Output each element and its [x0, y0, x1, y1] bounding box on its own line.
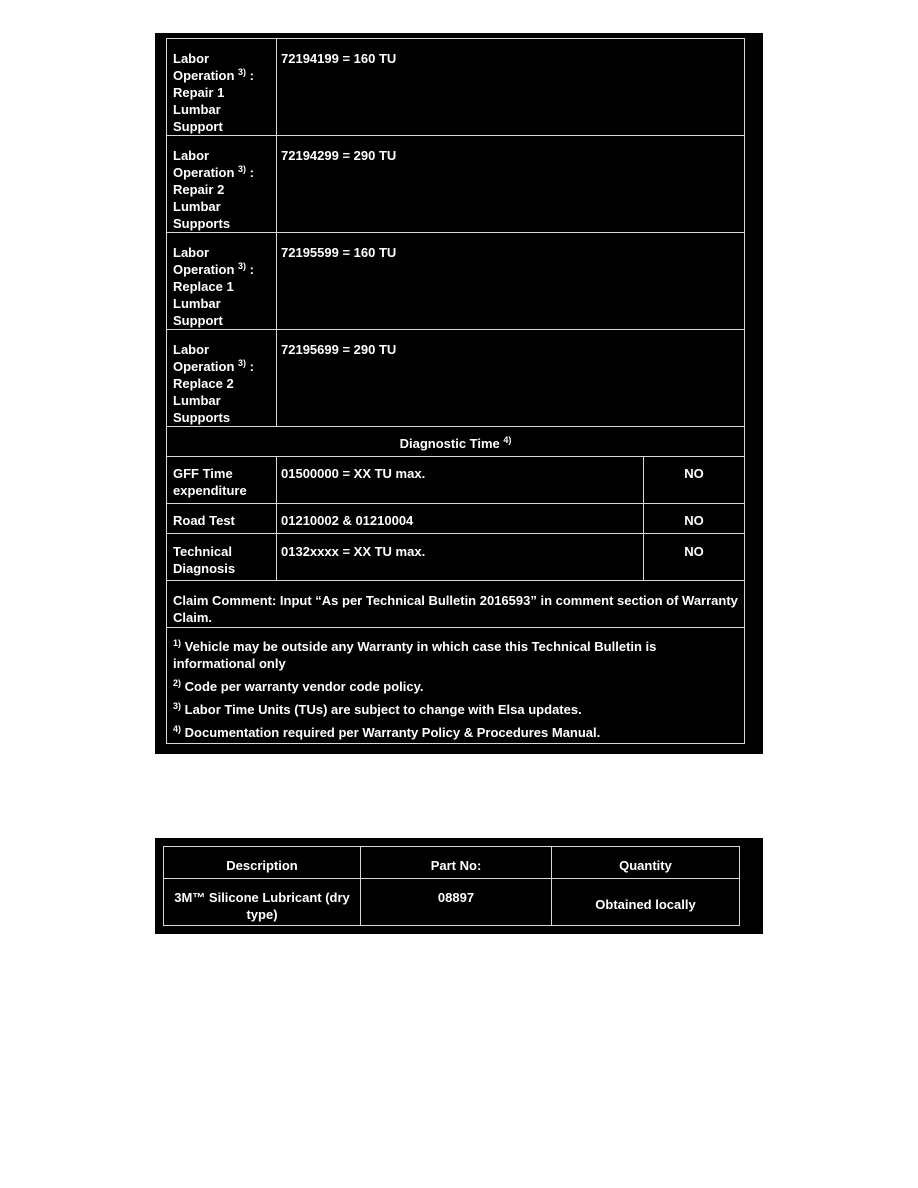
labor-label-cell: [167, 233, 277, 330]
diagnostic-label-line: Road Test: [173, 513, 235, 528]
diagnostic-row: [167, 504, 745, 534]
labor-label-colon: :: [249, 165, 255, 180]
labor-label-cell: [167, 330, 277, 427]
diagnostic-header-label: Diagnostic Time: [399, 436, 500, 451]
diagnostic-label-line: Technical: [173, 544, 233, 559]
claim-comment: Claim Comment: Input “As per Technical Bulletin 2016593” in comment section of Warranty Claim.: [167, 581, 745, 628]
labor-label-line: Supports: [173, 216, 231, 231]
footnote: [173, 701, 738, 718]
parts-header-row: [164, 847, 740, 879]
labor-label-line: Operation: [173, 165, 235, 180]
diagnostic-flag-cell: NO: [644, 457, 745, 504]
labor-operations-table: [166, 38, 745, 744]
labor-label-colon: :: [249, 359, 255, 374]
labor-label-colon: :: [249, 262, 255, 277]
diagnostic-header-row: [167, 427, 745, 457]
footnote: [173, 638, 738, 672]
labor-label-line: Labor: [173, 245, 210, 260]
labor-label-line: Lumbar: [173, 199, 221, 214]
footnote-ref: 3): [238, 67, 247, 77]
labor-value-cell: 72194199 = 160 TU: [277, 39, 745, 136]
labor-label-line: Lumbar: [173, 102, 221, 117]
footnote-ref: 3): [238, 164, 247, 174]
parts-panel: [155, 838, 763, 934]
labor-label-line: Operation: [173, 262, 235, 277]
footnote-text: Labor Time Units (TUs) are subject to change with Elsa updates.: [184, 702, 582, 717]
labor-value-cell: 72195699 = 290 TU: [277, 330, 745, 427]
labor-label-line: Supports: [173, 410, 231, 425]
diagnostic-label-cell: [167, 457, 277, 504]
diagnostic-value-cell: 01500000 = XX TU max.: [277, 457, 644, 504]
header-description: Description: [164, 847, 361, 879]
labor-label-line: Repair 1: [173, 85, 225, 100]
diagnostic-value-cell: 01210002 & 01210004: [277, 504, 644, 534]
diagnostic-label-line: GFF Time: [173, 466, 233, 481]
part-number: 08897: [361, 879, 552, 926]
diagnostic-flag-cell: NO: [644, 534, 745, 581]
header-part-no: Part No:: [361, 847, 552, 879]
labor-label-line: Replace 2: [173, 376, 234, 391]
labor-label-cell: [167, 136, 277, 233]
labor-label-line: Lumbar: [173, 296, 221, 311]
footnote-number: 1): [173, 638, 182, 648]
labor-label-colon: :: [249, 68, 255, 83]
footnote-text: Vehicle may be outside any Warranty in which case this Technical Bulletin is informational only: [173, 639, 657, 671]
labor-label-line: Support: [173, 313, 223, 328]
footnote-text: Code per warranty vendor code policy.: [184, 679, 424, 694]
claim-comment-row: [167, 581, 745, 628]
diagnostic-label-line: Diagnosis: [173, 561, 236, 576]
footnote-ref: 3): [238, 261, 247, 271]
diagnostic-label-cell: [167, 504, 277, 534]
labor-label-line: Labor: [173, 148, 210, 163]
labor-label-line: Labor: [173, 342, 210, 357]
labor-label-line: Labor: [173, 51, 210, 66]
parts-row: [164, 879, 740, 926]
footnotes-row: [167, 628, 745, 744]
part-quantity: Obtained locally: [552, 879, 740, 926]
labor-label-cell: [167, 39, 277, 136]
labor-label-line: Lumbar: [173, 393, 221, 408]
footnote: [173, 678, 738, 695]
labor-warranty-panel: [155, 33, 763, 754]
labor-label-line: Operation: [173, 359, 235, 374]
diagnostic-label-cell: [167, 534, 277, 581]
labor-label-line: Support: [173, 119, 223, 134]
parts-table: [163, 846, 740, 926]
labor-row: [167, 330, 745, 427]
footnote-ref: 4): [503, 435, 512, 445]
footnote-ref: 3): [238, 358, 247, 368]
diagnostic-row: [167, 457, 745, 504]
footnote-number: 4): [173, 724, 182, 734]
labor-value-cell: 72194299 = 290 TU: [277, 136, 745, 233]
labor-label-line: Operation: [173, 68, 235, 83]
footnote-number: 3): [173, 701, 182, 711]
part-description: 3M™ Silicone Lubricant (dry type): [164, 879, 361, 926]
labor-row: [167, 136, 745, 233]
footnote: [173, 724, 738, 741]
labor-row: [167, 39, 745, 136]
diagnostic-time-header: [167, 427, 745, 457]
footnotes-cell: [167, 628, 745, 744]
labor-value-cell: 72195599 = 160 TU: [277, 233, 745, 330]
diagnostic-flag-cell: NO: [644, 504, 745, 534]
footnote-number: 2): [173, 678, 182, 688]
footnote-text: Documentation required per Warranty Policy & Procedures Manual.: [184, 725, 601, 740]
labor-label-line: Repair 2: [173, 182, 225, 197]
diagnostic-value-cell: 0132xxxx = XX TU max.: [277, 534, 644, 581]
diagnostic-row: [167, 534, 745, 581]
diagnostic-label-line: expenditure: [173, 483, 247, 498]
labor-row: [167, 233, 745, 330]
labor-label-line: Replace 1: [173, 279, 234, 294]
header-quantity: Quantity: [552, 847, 740, 879]
